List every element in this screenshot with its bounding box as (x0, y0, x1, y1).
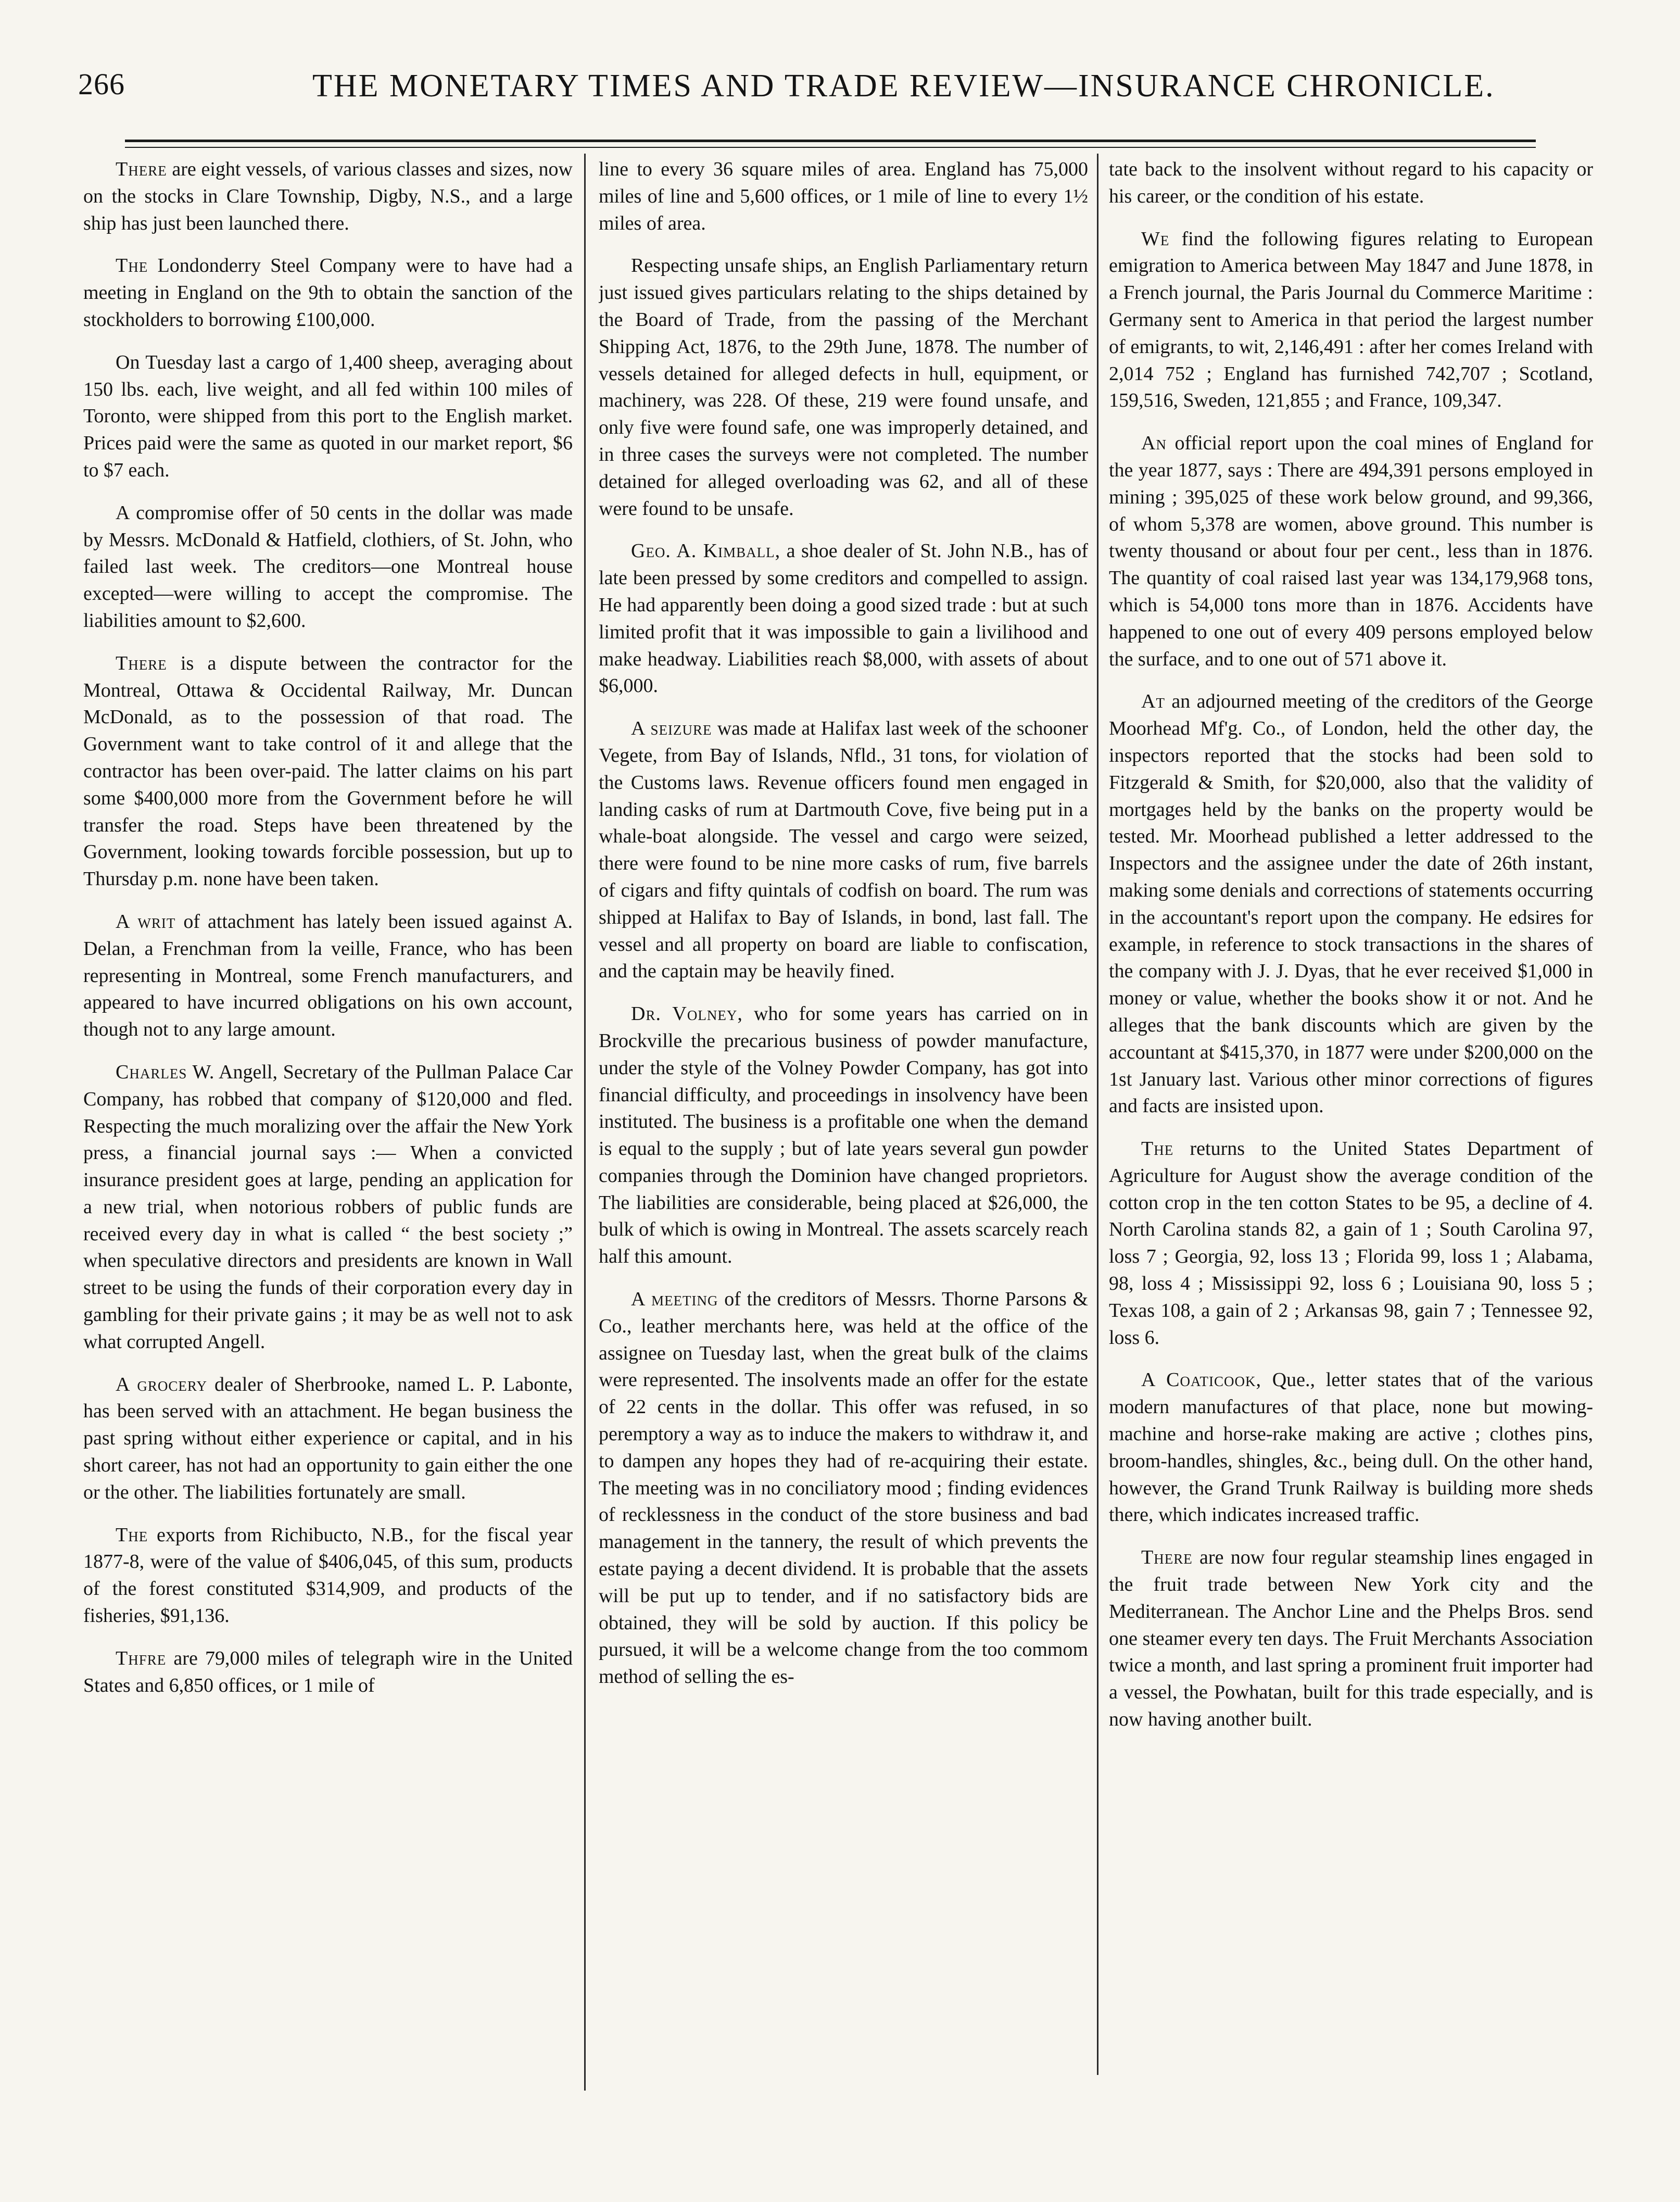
news-item (599, 156, 1088, 237)
lead-in: There (116, 652, 167, 674)
news-paragraph (1109, 156, 1593, 210)
news-item (83, 500, 573, 635)
news-item (1109, 1544, 1593, 1733)
item-text: official report upon the coal mines of England for the year 1877, says : There are 494,391 persons employed in mining ; 395,025 of these work below ground, and 99,366, of whom 5,378 are women, above ground. This number is twenty thousand or about four per cent., less than in 1876. The quantity of coal raised last year was 134,179,968 tons, which is 54,000 tons more than in 1876. Accidents have happened to one out of every 409 persons employed below the surface, and to one out of 571 above it. (1109, 432, 1593, 670)
news-item (599, 715, 1088, 985)
news-paragraph (599, 253, 1088, 522)
item-text: who for some years has carried on in Brockville the precarious business of powder manufacture, under the style of the Volney Powder Company, has got into financial difficulty, and proceedings in insolvency have been instituted. The business is a profitable one when the demand is equal to the supply ; but of late years several gun powder companies through the Dominion have changed proprietors. The liabilities are considerable, being placed at $26,000, the bulk of which is owing in Montreal. The assets scarcely reach half this amount. (599, 1003, 1088, 1268)
news-item (83, 1522, 573, 1630)
column-2 (599, 156, 1088, 2093)
news-paragraph (1109, 1367, 1593, 1529)
item-text: Londonderry Steel Company were to have had a meeting in England on the 9th to obtain the sanction of the stockholders to borrowing £100,000. (83, 255, 573, 331)
news-item (599, 253, 1088, 522)
item-text: is a dispute between the contractor for the Montreal, Ottawa & Occidental Railway, Mr. Duncan McDonald, as to the possession of that road. The Government want to take control of it and allege that the contractor has been over-paid. The latter claims on his part some $400,000 more from the Government before he will transfer the road. Steps have been threatened by the Government, looking towards forcible possession, but up to Thursday p.m. none have been taken. (83, 652, 573, 890)
item-text: A compromise offer of 50 cents in the dollar was made by Messrs. McDonald & Hatfield, clothiers, of St. John, who failed last week. The creditors—one Montreal house excepted—were willing to accept the compromise. The liabilities amount to $2,600. (83, 501, 573, 632)
news-paragraph (83, 1522, 573, 1630)
item-text: exports from Richibucto, N.B., for the fiscal year 1877-8, were of the value of $406,045, of this sum, products of the forest constituted $314,909, and products of the fisheries, $91,136. (83, 1524, 573, 1627)
item-text: Que., letter states that of the various modern manufactures of that place, none but mowing-machine and horse-rake making are active ; clothes pins, broom-handles, shingles, &c., being dull. On the other hand, however, the Grand Trunk Railway is building more sheds there, which indicates increased traffic. (1109, 1369, 1593, 1526)
lead-in: There (116, 158, 167, 180)
news-paragraph (599, 156, 1088, 237)
news-item (83, 349, 573, 484)
item-text: tate back to the insolvent without regard to his capacity or his career, or the condition of his estate. (1109, 158, 1593, 207)
news-item (83, 1371, 573, 1506)
news-item (599, 1286, 1088, 1691)
column-3 (1109, 156, 1593, 2093)
lead-in: At (1141, 690, 1165, 713)
news-paragraph (1109, 688, 1593, 1120)
news-paragraph (83, 1371, 573, 1506)
item-text: are 79,000 miles of telegraph wire in the United States and 6,850 offices, or 1 mile of (83, 1647, 573, 1696)
item-text: of the creditors of Messrs. Thorne Parsons & Co., leather merchants here, was held at the office of the assignee on Tuesday last, when the great bulk of the claims were represented. The insolvents made an offer for the estate of 22 cents in the dollar. This offer was refused, in so peremptory a way as to induce the makers to withdraw it, and to dampen any hopes they had of re-acquiring their estate. The meeting was in no conciliatory mood ; finding evidences of recklessness in the conduct of the store business and bad management in the tannery, the result of which prevents the estate paying a decent dividend. It is probable that the assets will be put up to tender, and if no satisfactory bids are obtained, they will be sold by auction. If this policy be pursued, it will be a welcome change from the too commom method of selling the es- (599, 1288, 1088, 1688)
news-item (1109, 688, 1593, 1120)
lead-in: Charles (116, 1061, 187, 1083)
item-text: On Tuesday last a cargo of 1,400 sheep, averaging about 150 lbs. each, live weight, and all fed within 100 miles of Toronto, were shipped from this port to the English market. Prices paid were the same as quoted in our market report, $6 to $7 each. (83, 351, 573, 481)
news-item (83, 1059, 573, 1356)
news-paragraph (599, 1001, 1088, 1270)
news-item (599, 1001, 1088, 1270)
item-text: of attachment has lately been issued against A. Delan, a Frenchman from la veille, France, who has been representing in Montreal, some French manufacturers, and appeared to have incurred obligations on his own account, though not to any large amount. (83, 910, 573, 1041)
item-text: returns to the United States Department of Agriculture for August show the average condition of the cotton crop in the ten cotton States to be 95, a decline of 4. North Carolina stands 82, a gain of 1 ; South Carolina 97, loss 7 ; Georgia, 92, loss 13 ; Florida 99, loss 1 ; Alabama, 98, loss 4 ; Mississippi 92, loss 6 ; Louisiana 90, loss 5 ; Texas 108, a gain of 2 ; Arkansas 98, gain 7 ; Tennessee 92, loss 6. (1109, 1138, 1593, 1349)
column-divider (1097, 154, 1098, 2075)
news-item (1109, 430, 1593, 673)
news-item (83, 909, 573, 1043)
news-paragraph (83, 500, 573, 635)
lead-in: A Coaticook, (1141, 1369, 1261, 1391)
news-item (83, 156, 573, 237)
lead-in: We (1141, 228, 1170, 250)
lead-in: Dr. Volney, (631, 1003, 743, 1025)
lead-in: An (1141, 432, 1167, 455)
item-text: are now four regular steamship lines engaged in the fruit trade between New York city and the Mediterranean. The Anchor Line and the Phelps Bros. send one steamer every ten days. The Fruit Merchants Association twice a month, and last spring a prominent fruit importer had a vessel, the Powhatan, built for this trade especially, and is now having another built. (1109, 1546, 1593, 1731)
lead-in: A grocery (116, 1373, 207, 1395)
item-text: was made at Halifax last week of the schooner Vegete, from Bay of Islands, Nfld., 31 tons, for violation of the Customs laws. Revenue officers found men engaged in landing casks of rum at Dartmouth Cove, five being put in a whale-boat alongside. The vessel and cargo were seized, there were found to be nine more casks of rum, five barrels of cigars and fifty quintals of codfish on board. The rum was shipped at Halifax to Bay of Islands, in bond, last fall. The vessel and all property on board are liable to confiscation, and the captain may be heavily fined. (599, 718, 1088, 983)
news-paragraph (83, 650, 573, 893)
lead-in: A writ (116, 910, 176, 933)
item-text: a shoe dealer of St. John N.B., has of late been pressed by some creditors and compelled to assign. He had apparently been doing a good sized trade : but at such limited profit that it was impossible to gain a livilihood and make headway. Liabilities reach $8,000, with assets of about $6,000. (599, 540, 1088, 697)
item-text: Respecting unsafe ships, an English Parliamentary return just issued gives particulars relating to the ships detained by the Board of Trade, from the passing of the Merchant Shipping Act, 1876, to the 29th June, 1878. The number of vessels detained for alleged defects in hull, equipment, or machinery, was 228. Of these, 219 were found unsafe, and only five were found safe, one was improperly detained, and in three cases the surveys were not completed. The number detained for alleged overloading was 62, and all of these were found to be unsafe. (599, 255, 1088, 520)
news-paragraph (599, 1286, 1088, 1691)
lead-in: Thfre (116, 1647, 167, 1669)
masthead-title: THE MONETARY TIMES AND TRADE REVIEW—INSURANCE CHRONICLE. (312, 68, 1495, 104)
lead-in: The (1141, 1138, 1174, 1160)
item-text: are eight vessels, of various classes and sizes, now on the stocks in Clare Township, Digby, N.S., and a large ship has just been launched there. (83, 158, 573, 234)
header-rule-thin (125, 147, 1536, 148)
news-item (83, 650, 573, 893)
page-number: 266 (78, 67, 125, 101)
news-item (1109, 226, 1593, 415)
news-paragraph (1109, 1544, 1593, 1733)
lead-in: A meeting (631, 1288, 718, 1311)
news-paragraph (83, 909, 573, 1043)
news-item (1109, 156, 1593, 210)
news-paragraph (83, 1645, 573, 1700)
news-paragraph (1109, 1136, 1593, 1351)
news-paragraph (1109, 226, 1593, 415)
item-text: find the following figures relating to European emigration to America between May 1847 and June 1878, in a French journal, the Paris Journal du Commerce Maritime : Germany sent to America in that period the largest number of emigrants, to wit, 2,146,491 : after her comes Ireland with 2,014 752 ; England has furnished 742,707 ; Scotland, 159,516, Sweden, 121,855 ; and France, 109,347. (1109, 228, 1593, 412)
column-1 (83, 156, 573, 2093)
lead-in: A seizure (631, 718, 712, 740)
news-item (83, 1645, 573, 1700)
news-paragraph (83, 1059, 573, 1356)
lead-in: There (1141, 1546, 1193, 1569)
header-rule (125, 140, 1536, 142)
lead-in: Geo. A. Kimball, (631, 540, 781, 562)
news-item (1109, 1136, 1593, 1351)
item-text: dealer of Sherbrooke, named L. P. Labonte, has been served with an attachment. He began business the past spring without either experience or capital, and in his short career, has not had an opportunity to gain either the one or the other. The liabilities fortunately are small. (83, 1373, 573, 1503)
news-paragraph (1109, 430, 1593, 673)
item-text: line to every 36 square miles of area. England has 75,000 miles of line and 5,600 offices, or 1 mile of line to every 1½ miles of area. (599, 158, 1088, 234)
item-text: W. Angell, Secretary of the Pullman Palace Car Company, has robbed that company of $120,000 and fled. Respecting the much moralizing over the affair the New York press, a financial journal says :— When a convicted insurance president goes at large, pending an application for a new trial, when notorious robbers of public funds are received every day in what is called “ the best society ;” when speculative directors and presidents are known in Wall street to be using the funds of their corporation every day in gambling for their private gains ; it may be as well not to ask what corrupted Angell. (83, 1061, 573, 1353)
news-item (1109, 1367, 1593, 1529)
item-text: an adjourned meeting of the creditors of the George Moorhead Mf'g. Co., of London, held the other day, the inspectors reported that the stocks had been sold to Fitzgerald & Smith, for $20,000, also that the validity of mortgages held by the banks on the property would be tested. Mr. Moorhead published a letter addressed to the Inspectors and the assignee under the date of 26th instant, making some denials and corrections of statements occurring in the accountant's report upon the company. He edsires for example, in reference to stock transactions in the shares of the company with J. J. Dyas, that he ever received $1,000 in money or value, whether the books show it or not. And he alleges that the bank discounts which are given by the accountant at $415,370, in 1877 were under $200,000 on the 1st January last. Various other minor corrections of figures and facts are insisted upon. (1109, 690, 1593, 1117)
lead-in: The (116, 255, 148, 277)
news-paragraph (83, 349, 573, 484)
news-paragraph (599, 538, 1088, 700)
news-paragraph (599, 715, 1088, 985)
news-paragraph (83, 253, 573, 333)
news-paragraph (83, 156, 573, 237)
lead-in: The (116, 1524, 148, 1546)
news-item (83, 253, 573, 333)
news-item (599, 538, 1088, 700)
column-divider (584, 154, 586, 2091)
